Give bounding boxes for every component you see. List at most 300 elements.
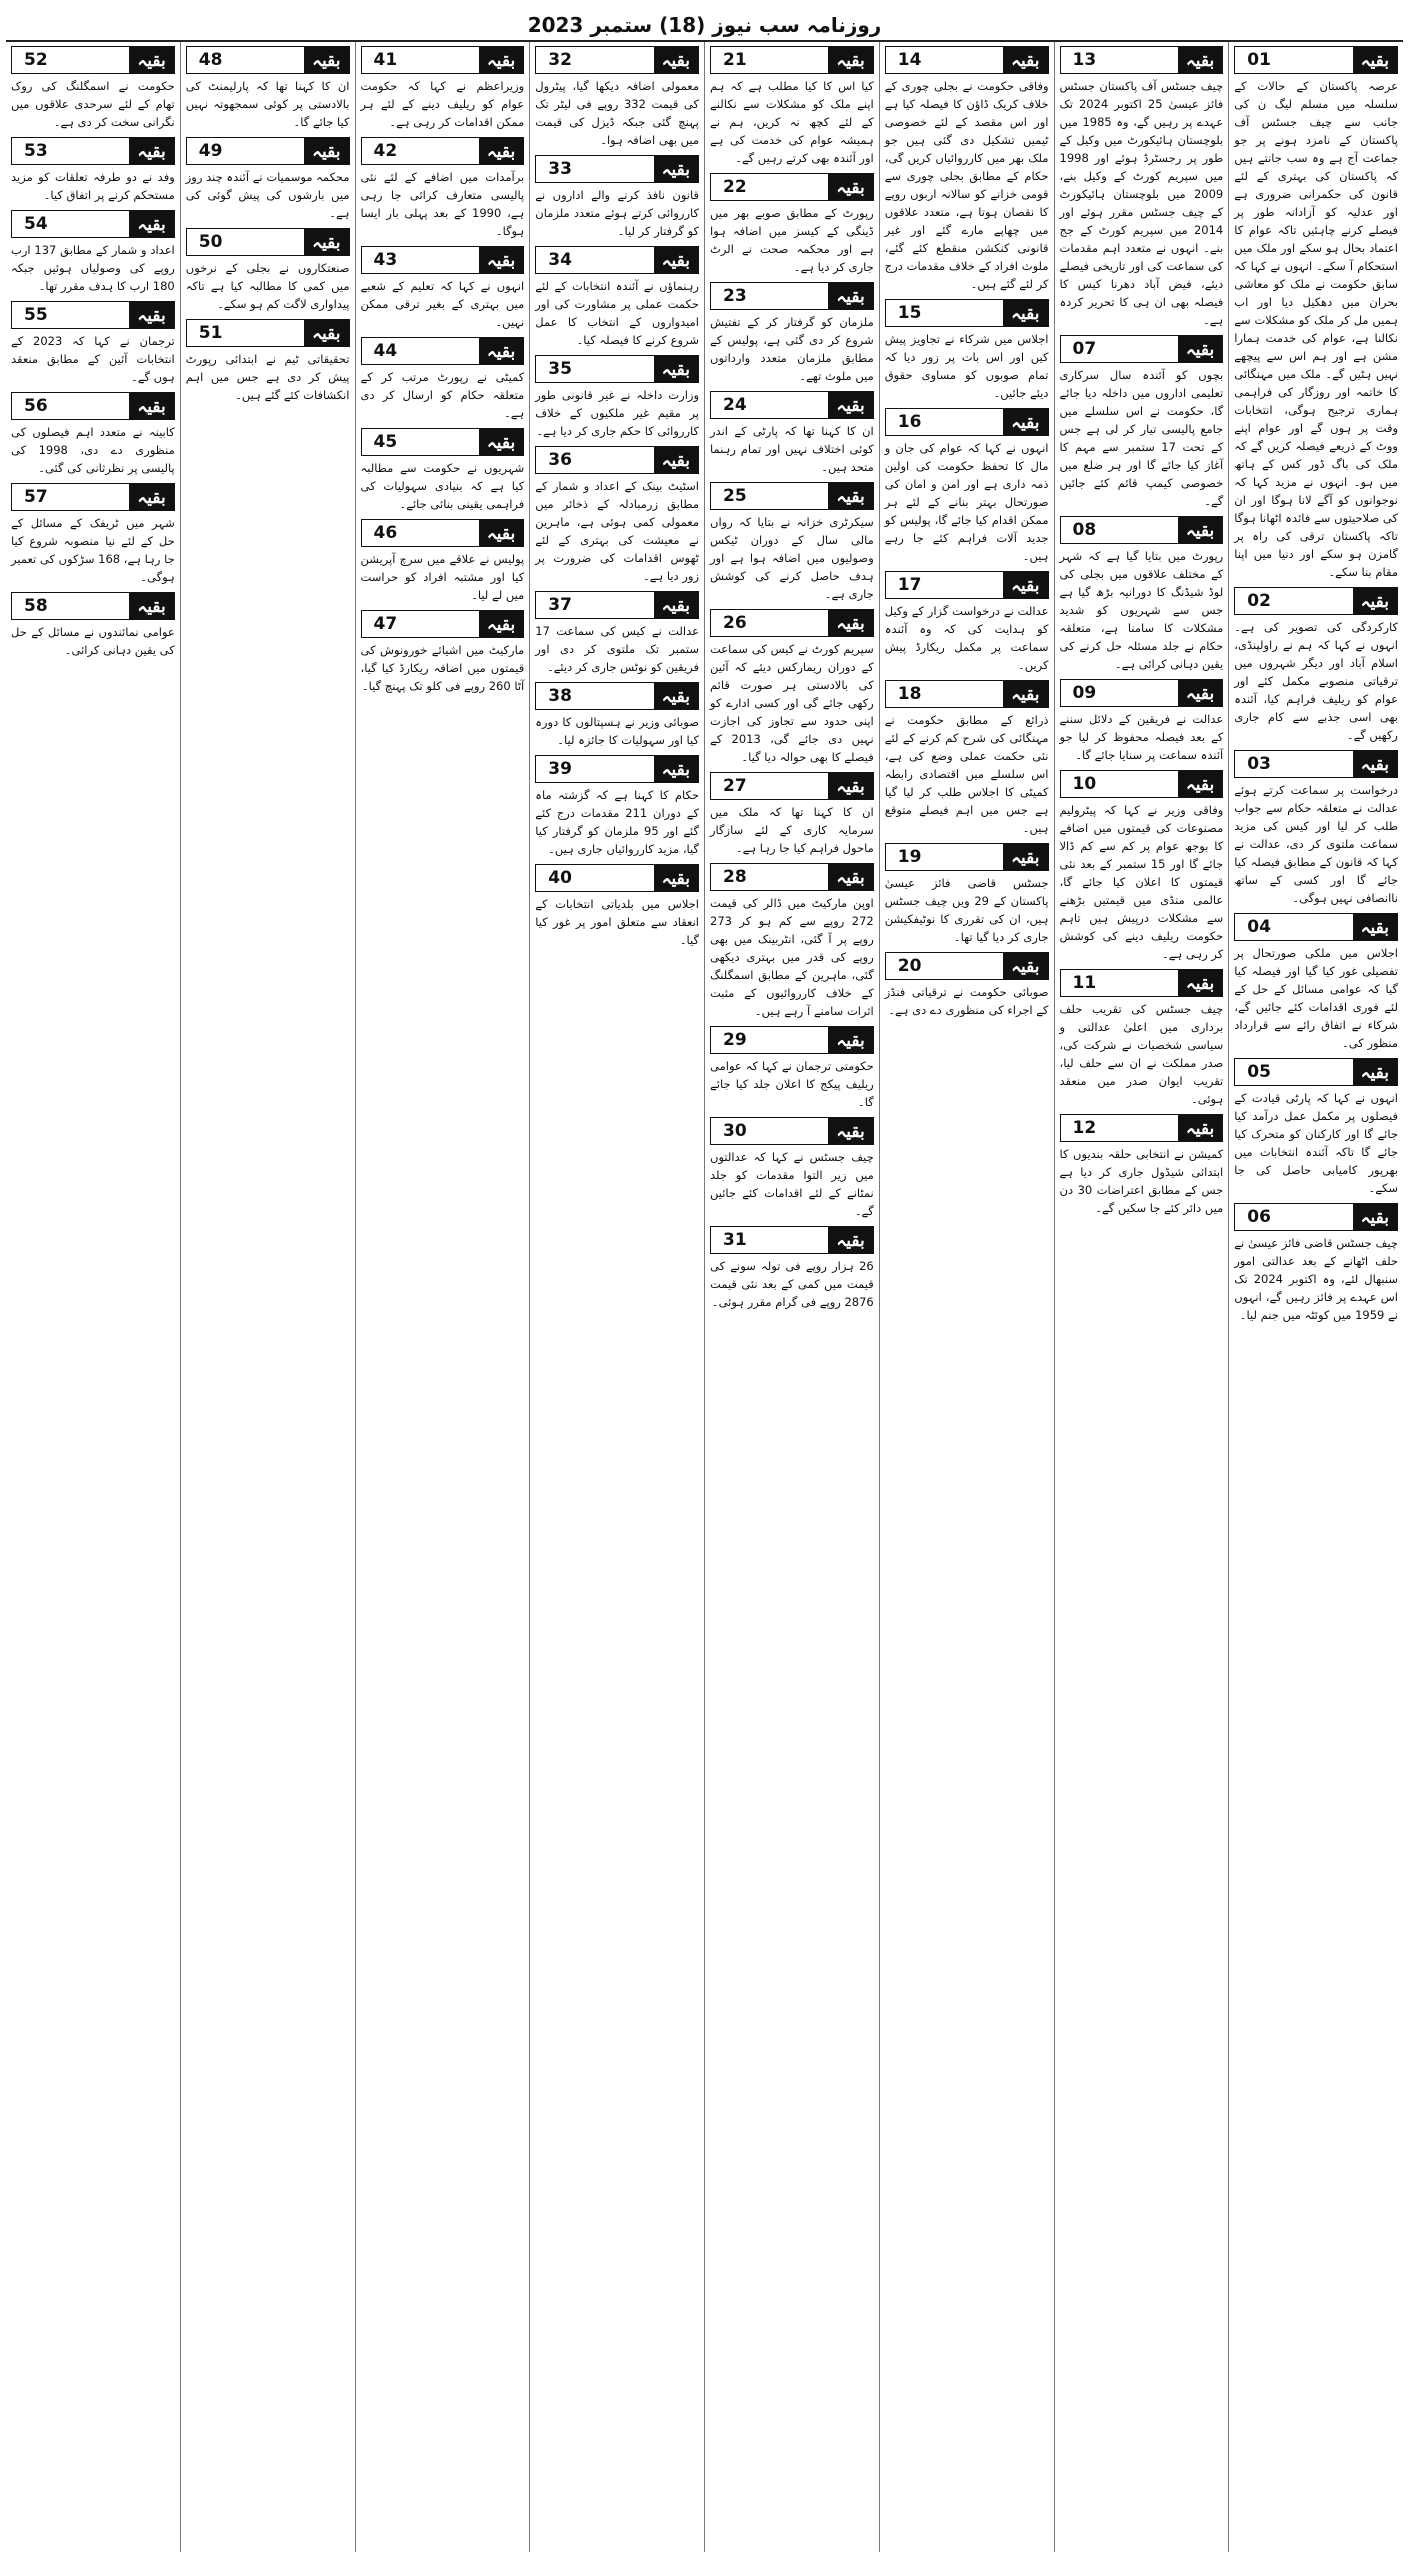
continuation-block <box>361 46 525 131</box>
block-header <box>1234 587 1398 615</box>
block-text: تحقیقاتی ٹیم نے ابتدائی رپورٹ پیش کر دی ہے جس میں اہم انکشافات کئے گئے ہیں۔ <box>185 352 350 402</box>
block-heading-word: بقیہ <box>654 447 698 473</box>
block-text: عدالت نے درخواست گزار کے وکیل کو ہدایت کی کہ وہ آئندہ سماعت پر مکمل ریکارڈ پیش کریں۔ <box>884 604 1049 672</box>
block-number: 04 <box>1247 917 1271 937</box>
block-number: 57 <box>24 487 48 507</box>
block-header <box>11 137 175 165</box>
block-heading-word: بقیہ <box>129 484 173 510</box>
block-heading-word: بقیہ <box>1003 47 1047 73</box>
block-text: صوبائی وزیر نے ہسپتالوں کا دورہ کیا اور سہولیات کا جائزہ لیا۔ <box>535 715 699 747</box>
block-number: 18 <box>897 684 922 704</box>
block-text: وفاقی وزیر نے کہا کہ پیٹرولیم مصنوعات کی قیمتوں میں اضافے کا بوجھ عوام پر کم سے کم ڈالا جائے گا اور 15 ستمبر کے بعد نئی قیمتوں کا اعلان کیا جائے گا، عالمی منڈی میں قیمتیں بڑھنے سے مشکلات درپیش ہیں تاہم حکومت ریلیف دینے کی کوشش کر رہی ہے۔ <box>1059 803 1224 961</box>
block-number: 50 <box>198 232 223 252</box>
block-text: حکومتی ترجمان نے کہا کہ عوامی ریلیف پیکج کا اعلان جلد کیا جائے گا۔ <box>710 1059 874 1109</box>
continuation-block <box>1060 770 1224 963</box>
block-header <box>1234 1203 1398 1231</box>
block-header <box>361 137 525 165</box>
column-3 <box>879 42 1054 2552</box>
block-number: 44 <box>373 341 398 361</box>
continuation-block <box>710 282 874 385</box>
block-number: 52 <box>24 50 48 70</box>
block-text: اجلاس میں ملکی صورتحال پر تفصیلی غور کیا گیا اور فیصلہ کیا گیا کہ عوامی مسائل کے حل کے لئے فوری اقدامات کئے جائیں گے، شرکاء نے اتفاق رائے سے قرارداد منظور کی۔ <box>1234 946 1398 1050</box>
block-header <box>1060 1114 1224 1142</box>
continuation-block <box>11 301 175 386</box>
block-heading-word: بقیہ <box>1003 681 1047 707</box>
continuation-block <box>1234 587 1398 744</box>
block-heading-word: بقیہ <box>828 1118 872 1144</box>
block-heading-word: بقیہ <box>129 593 173 619</box>
block-heading-word: بقیہ <box>479 138 523 164</box>
continuation-block <box>1060 679 1224 764</box>
block-text: اوپن مارکیٹ میں ڈالر کی قیمت 272 روپے سے کم ہو کر 273 روپے پر آ گئی، انٹربینک میں بھی روپے کی قدر میں بہتری دیکھی گئی، ماہرین کے مطابق اسمگلنگ کے خلاف کارروائیوں کے مثبت اثرات سامنے آ رہے ہیں۔ <box>710 896 874 1018</box>
block-text: انہوں نے کہا کہ پارٹی قیادت کے فیصلوں پر مکمل عمل درآمد کیا جائے گا اور کارکنان کو متحرک کیا جائے گا تاکہ آئندہ انتخابات میں بھرپور کامیابی حاصل کی جا سکے۔ <box>1234 1091 1398 1195</box>
block-text: شہریوں نے حکومت سے مطالبہ کیا ہے کہ بنیادی سہولیات کی فراہمی یقینی بنائی جائے۔ <box>360 461 525 511</box>
block-header <box>535 591 699 619</box>
block-number: 06 <box>1247 1207 1271 1227</box>
block-heading-word: بقیہ <box>1003 953 1047 979</box>
block-text: ملزمان کو گرفتار کر کے تفتیش شروع کر دی گئی ہے، پولیس کے مطابق ملزمان متعدد وارداتوں میں ملوث تھے۔ <box>710 315 874 383</box>
block-header <box>710 609 874 637</box>
block-number: 22 <box>723 177 747 197</box>
block-header <box>11 392 175 420</box>
block-text: سپریم کورٹ نے کیس کی سماعت کے دوران ریمارکس دیئے کہ آئین کی بالادستی ہر صورت قائم رکھی جائے گی اور کسی ادارے کو اپنی حدود سے تجاوز کی اجازت نہیں دی جائے گی، 2013 کے فیصلے کا بھی حوالہ دیا گیا۔ <box>710 642 874 764</box>
block-header <box>1234 913 1398 941</box>
continuation-block <box>361 610 525 695</box>
block-header <box>710 1026 874 1054</box>
block-heading-word: بقیہ <box>1178 517 1222 543</box>
block-header <box>710 1226 874 1254</box>
block-header <box>535 446 699 474</box>
block-text: ترجمان نے کہا کہ 2023 کے انتخابات آئین کے مطابق منعقد ہوں گے۔ <box>11 334 175 384</box>
block-header <box>885 299 1049 327</box>
block-header <box>1060 679 1224 707</box>
block-text: درخواست پر سماعت کرتے ہوئے عدالت نے متعلقہ حکام سے جواب طلب کر لیا اور کیس کی مزید سماعت ملتوی کر دی، عدالت نے کہا کہ قانون کے مطابق فیصلہ کیا جائے گا اور کسی کے ساتھ ناانصافی نہیں ہوگی۔ <box>1234 783 1398 905</box>
block-number: 47 <box>373 614 398 634</box>
block-text: سیکرٹری خزانہ نے بتایا کہ رواں مالی سال کے دوران ٹیکس وصولیوں میں اضافہ ہوا ہے اور ہدف حاصل کرنے کی کوشش جاری ہے۔ <box>710 515 874 601</box>
continuation-block <box>710 1117 874 1220</box>
column-1 <box>1228 42 1403 2552</box>
block-heading-word: بقیہ <box>1178 970 1222 996</box>
block-header <box>11 301 175 329</box>
continuation-block <box>1060 969 1224 1108</box>
block-heading-word: بقیہ <box>654 47 698 73</box>
column-6 <box>355 42 530 2552</box>
block-heading-word: بقیہ <box>1353 751 1397 777</box>
block-header <box>1060 770 1224 798</box>
block-header <box>710 391 874 419</box>
block-text: حکام کا کہنا ہے کہ گزشتہ ماہ کے دوران 211 مقدمات درج کئے گئے اور 95 ملزمان کو گرفتار کیا گیا، مزید کارروائیاں جاری ہیں۔ <box>535 788 699 856</box>
block-text: ذرائع کے مطابق حکومت نے مہنگائی کی شرح کم کرنے کے لئے نئی حکمت عملی وضع کی ہے، اس سلسلے میں اقتصادی رابطہ کمیٹی کا اجلاس طلب کر لیا گیا ہے جس میں اہم فیصلے متوقع ہیں۔ <box>884 713 1049 835</box>
continuation-block <box>11 592 175 659</box>
block-heading-word: بقیہ <box>1003 409 1047 435</box>
block-number: 29 <box>723 1030 747 1050</box>
block-text: وفد نے دو طرفہ تعلقات کو مزید مستحکم کرنے پر اتفاق کیا۔ <box>11 170 175 202</box>
block-heading-word: بقیہ <box>1178 1115 1222 1141</box>
block-number: 56 <box>24 396 48 416</box>
continuation-block <box>11 210 175 295</box>
block-header <box>535 155 699 183</box>
block-header <box>535 682 699 710</box>
block-heading-word: بقیہ <box>654 756 698 782</box>
continuation-block <box>1234 1058 1398 1197</box>
block-header <box>710 1117 874 1145</box>
block-number: 16 <box>897 412 922 432</box>
block-number: 35 <box>548 359 572 379</box>
block-number: 45 <box>373 432 398 452</box>
block-heading-word: بقیہ <box>304 229 348 255</box>
block-text: اجلاس میں شرکاء نے تجاویز پیش کیں اور اس بات پر زور دیا کہ تمام صوبوں کو مساوی حقوق دیئے جائیں۔ <box>884 332 1049 400</box>
block-text: چیف جسٹس کی تقریب حلف برداری میں اعلیٰ عدالتی و سیاسی شخصیات نے شرکت کی، صدر مملکت نے ان سے حلف لیا، تقریب ایوان صدر میں منعقد ہوئی۔ <box>1059 1002 1224 1106</box>
block-heading-word: بقیہ <box>479 429 523 455</box>
block-header <box>710 482 874 510</box>
block-text: وفاقی حکومت نے بجلی چوری کے خلاف کریک ڈاؤن کا فیصلہ کیا ہے اور اس مقصد کے لئے خصوصی ٹیمیں تشکیل دی گئی ہیں جو ملک بھر میں کارروائیاں کریں گی، حکام کے مطابق بجلی چوری سے قومی خزانے کو سالانہ اربوں روپے کا نقصان ہوتا ہے، متعدد علاقوں میں چھاپے مارے گئے اور غیر قانونی کنکشن منقطع کئے گئے، ملوث افراد کے خلاف مقدمات درج کر لئے گئے ہیں۔ <box>884 79 1049 291</box>
continuation-block <box>535 864 699 949</box>
block-text: 26 ہزار روپے فی تولہ سونے کی قیمت میں کمی کے بعد نئی قیمت 2876 روپے فی گرام مقرر ہوئی۔ <box>710 1259 874 1309</box>
masthead-title: روزنامہ سب نیوز (18) ستمبر 2023 <box>527 13 882 37</box>
block-text: انہوں نے کہا کہ عوام کی جان و مال کا تحفظ حکومت کی اولین ذمہ داری ہے اور امن و امان کی صورتحال بہتر بنانے کے لئے ہر ممکن اقدام کیا جائے گا، پولیس کو جدید آلات فراہم کئے جا رہے ہیں۔ <box>884 441 1049 563</box>
block-heading-word: بقیہ <box>479 338 523 364</box>
block-heading-word: بقیہ <box>654 356 698 382</box>
continuation-block <box>535 155 699 240</box>
block-heading-word: بقیہ <box>479 611 523 637</box>
continuation-block <box>710 772 874 857</box>
block-text: رہنماؤں نے آئندہ انتخابات کے لئے حکمت عملی پر مشاورت کی اور امیدواروں کے انتخاب کا عمل شروع کرنے کا فیصلہ کیا۔ <box>535 279 699 347</box>
continuation-block <box>361 519 525 604</box>
continuation-block <box>11 137 175 204</box>
block-number: 27 <box>723 776 747 796</box>
block-header <box>11 592 175 620</box>
block-number: 13 <box>1072 50 1097 70</box>
continuation-block <box>885 299 1049 402</box>
continuation-block <box>1060 516 1224 673</box>
block-heading-word: بقیہ <box>304 47 348 73</box>
block-number: 34 <box>548 250 572 270</box>
continuation-block <box>535 355 699 440</box>
block-text: رپورٹ میں بتایا گیا ہے کہ شہر کے مختلف علاقوں میں بجلی کی لوڈ شیڈنگ کا دورانیہ بڑھ گیا ہے جس سے شہریوں کو شدید مشکلات کا سامنا ہے، متعلقہ حکام نے جلد مسئلہ حل کرنے کی یقین دہانی کرائی ہے۔ <box>1059 549 1224 671</box>
block-text: انہوں نے کہا کہ تعلیم کے شعبے میں بہتری کے بغیر ترقی ممکن نہیں۔ <box>360 279 525 329</box>
block-heading-word: بقیہ <box>479 47 523 73</box>
block-number: 21 <box>723 50 747 70</box>
continuation-block <box>885 680 1049 837</box>
block-heading-word: بقیہ <box>1178 47 1222 73</box>
block-text: چیف جسٹس قاضی فائز عیسیٰ نے حلف اٹھانے کے بعد عدالتی امور سنبھال لئے، وہ اکتوبر 2024 تک اس عہدے پر فائز رہیں گے، انہوں نے 1959 میں کوئٹہ میں جنم لیا۔ <box>1234 1236 1399 1322</box>
block-number: 01 <box>1247 50 1271 70</box>
block-number: 39 <box>548 759 572 779</box>
block-header <box>11 483 175 511</box>
block-header <box>535 755 699 783</box>
block-heading-word: بقیہ <box>129 47 173 73</box>
continuation-block <box>710 1226 874 1311</box>
block-text: بچوں کو آئندہ سال سرکاری تعلیمی اداروں میں داخلہ دیا جائے گا، حکومت نے اس سلسلے میں جامع پالیسی تیار کر لی ہے جس کے تحت 17 ستمبر سے مہم کا آغاز کیا جائے گا اور ہر ضلع میں خصوصی کیمپ قائم کئے جائیں گے۔ <box>1059 368 1224 508</box>
block-header <box>1060 969 1224 997</box>
columns-container <box>6 42 1403 2552</box>
continuation-block <box>710 863 874 1020</box>
block-heading-word: بقیہ <box>828 392 872 418</box>
block-number: 07 <box>1072 339 1097 359</box>
continuation-block <box>885 952 1049 1019</box>
block-header <box>361 337 525 365</box>
block-text: وزارت داخلہ نے غیر قانونی طور پر مقیم غیر ملکیوں کے خلاف کارروائی کا حکم جاری کر دیا ہے۔ <box>535 388 699 438</box>
continuation-block <box>535 46 699 149</box>
continuation-block <box>885 408 1049 565</box>
block-text: قانون نافذ کرنے والے اداروں نے کارروائی کرتے ہوئے متعدد ملزمان کو گرفتار کر لیا۔ <box>535 188 699 238</box>
block-heading-word: بقیہ <box>1003 844 1047 870</box>
block-number: 25 <box>723 486 747 506</box>
block-header <box>710 282 874 310</box>
block-header <box>1234 46 1398 74</box>
block-heading-word: بقیہ <box>828 483 872 509</box>
block-header <box>1060 335 1224 363</box>
continuation-block <box>11 483 175 586</box>
block-header <box>11 46 175 74</box>
block-number: 11 <box>1072 973 1097 993</box>
block-number: 20 <box>897 956 922 976</box>
continuation-block <box>186 46 350 131</box>
block-text: کارکردگی کی تصویر کی ہے۔ انہوں نے کہا کہ ہم نے راولپنڈی، اسلام آباد اور دیگر شہروں میں ترقیاتی منصوبے مکمل کئے اور عوام کو ریلیف فراہم کیا، آئندہ بھی اسی جذبے سے کام جاری رکھیں گے۔ <box>1234 620 1398 742</box>
block-text: برآمدات میں اضافے کے لئے نئی پالیسی متعارف کرائی جا رہی ہے، 1990 کے بعد پہلی بار ایسا ہوگا۔ <box>360 170 525 238</box>
column-4 <box>704 42 879 2552</box>
block-header <box>361 46 525 74</box>
continuation-block <box>1060 46 1224 329</box>
block-heading-word: بقیہ <box>828 174 872 200</box>
block-number: 24 <box>723 395 747 415</box>
block-text: چیف جسٹس نے کہا کہ عدالتوں میں زیر التوا مقدمات کو جلد نمٹانے کے لئے اقدامات کئے جائیں گے۔ <box>710 1150 874 1218</box>
block-header <box>535 246 699 274</box>
block-text: شہر میں ٹریفک کے مسائل کے حل کے لئے نیا منصوبہ شروع کیا جا رہا ہے، 168 سڑکوں کی تعمیر ہوگی۔ <box>11 516 175 584</box>
block-heading-word: بقیہ <box>129 393 173 419</box>
block-heading-word: بقیہ <box>828 610 872 636</box>
block-header <box>885 408 1049 436</box>
continuation-block <box>1234 1203 1398 1324</box>
block-number: 58 <box>24 596 48 616</box>
block-heading-word: بقیہ <box>1178 336 1222 362</box>
block-text: ان کا کہنا تھا کہ ملک میں سرمایہ کاری کے لئے سازگار ماحول فراہم کیا جا رہا ہے۔ <box>710 805 874 855</box>
block-header <box>885 680 1049 708</box>
continuation-block <box>361 337 525 422</box>
block-heading-word: بقیہ <box>304 320 348 346</box>
block-number: 46 <box>373 523 398 543</box>
block-header <box>885 843 1049 871</box>
block-heading-word: بقیہ <box>828 864 872 890</box>
block-header <box>885 952 1049 980</box>
block-header <box>1234 1058 1398 1086</box>
block-number: 14 <box>897 50 922 70</box>
continuation-block <box>885 571 1049 674</box>
block-text: اجلاس میں بلدیاتی انتخابات کے انعقاد سے متعلق امور پر غور کیا گیا۔ <box>535 897 699 947</box>
block-text: کابینہ نے متعدد اہم فیصلوں کی منظوری دے دی، 1998 کی پالیسی پر نظرثانی کی گئی۔ <box>11 425 175 475</box>
continuation-block <box>710 173 874 276</box>
block-header <box>361 519 525 547</box>
block-heading-word: بقیہ <box>1003 572 1047 598</box>
block-heading-word: بقیہ <box>129 211 173 237</box>
block-number: 54 <box>24 214 48 234</box>
continuation-block <box>361 246 525 331</box>
block-header <box>1234 750 1398 778</box>
continuation-block <box>186 228 350 313</box>
block-number: 10 <box>1072 774 1097 794</box>
continuation-block <box>361 428 525 513</box>
block-text: معمولی اضافہ دیکھا گیا، پیٹرول کی قیمت 332 روپے فی لیٹر تک پہنچ گئی جبکہ ڈیزل کی قیمت میں بھی اضافہ ہوا۔ <box>535 79 699 147</box>
block-header <box>11 210 175 238</box>
continuation-block <box>186 319 350 404</box>
block-number: 15 <box>897 303 922 323</box>
block-heading-word: بقیہ <box>129 138 173 164</box>
block-header <box>186 137 350 165</box>
continuation-block <box>535 246 699 349</box>
block-text: عدالت نے فریقین کے دلائل سننے کے بعد فیصلہ محفوظ کر لیا جو آئندہ سماعت پر سنایا جائے گا۔ <box>1059 712 1224 762</box>
block-heading-word: بقیہ <box>828 1227 872 1253</box>
continuation-block <box>710 391 874 476</box>
block-number: 30 <box>723 1121 747 1141</box>
block-text: اسٹیٹ بینک کے اعداد و شمار کے مطابق زرمبادلہ کے ذخائر میں معمولی کمی ہوئی ہے، ماہرین نے معیشت کی بہتری کے لئے ٹھوس اقدامات کی ضرورت پر زور دیا ہے۔ <box>535 479 699 583</box>
block-number: 09 <box>1072 683 1097 703</box>
block-text: عدالت نے کیس کی سماعت 17 ستمبر تک ملتوی کر دی اور فریقین کو نوٹس جاری کر دیئے۔ <box>535 624 699 674</box>
block-number: 17 <box>897 575 922 595</box>
continuation-block <box>361 137 525 240</box>
continuation-block <box>186 137 350 222</box>
block-header <box>535 46 699 74</box>
block-header <box>361 246 525 274</box>
block-number: 33 <box>548 159 572 179</box>
block-heading-word: بقیہ <box>828 47 872 73</box>
block-text: ان کا کہنا تھا کہ پارٹی کے اندر کوئی اختلاف نہیں اور تمام رہنما متحد ہیں۔ <box>710 424 874 474</box>
masthead <box>6 10 1403 42</box>
block-heading-word: بقیہ <box>654 865 698 891</box>
block-heading-word: بقیہ <box>1178 680 1222 706</box>
block-header <box>710 46 874 74</box>
block-heading-word: بقیہ <box>654 683 698 709</box>
block-number: 28 <box>723 867 747 887</box>
block-number: 51 <box>198 323 223 343</box>
block-heading-word: بقیہ <box>479 520 523 546</box>
block-number: 40 <box>548 868 572 888</box>
continuation-block <box>535 755 699 858</box>
continuation-block <box>710 609 874 766</box>
block-text: حکومت نے اسمگلنگ کی روک تھام کے لئے سرحدی علاقوں میں نگرانی سخت کر دی ہے۔ <box>11 79 175 129</box>
block-header <box>535 864 699 892</box>
block-number: 49 <box>198 141 223 161</box>
block-number: 31 <box>723 1230 747 1250</box>
block-header <box>186 319 350 347</box>
block-header <box>1060 516 1224 544</box>
continuation-block <box>1234 46 1398 581</box>
block-heading-word: بقیہ <box>1353 1204 1397 1230</box>
block-header <box>361 610 525 638</box>
block-header <box>710 772 874 800</box>
block-number: 12 <box>1072 1118 1097 1138</box>
continuation-block <box>535 591 699 676</box>
block-text: صوبائی حکومت نے ترقیاتی فنڈز کے اجراء کی منظوری دے دی ہے۔ <box>884 985 1049 1017</box>
column-5 <box>529 42 704 2552</box>
block-text: کمیٹی نے رپورٹ مرتب کر کے متعلقہ حکام کو ارسال کر دی ہے۔ <box>360 370 525 420</box>
block-text: محکمہ موسمیات نے آئندہ چند روز میں بارشوں کی پیش گوئی کی ہے۔ <box>185 170 350 220</box>
block-number: 32 <box>548 50 572 70</box>
block-text: کیا اس کا کیا مطلب ہے کہ ہم اپنے ملک کو مشکلات سے نکالنے کے لئے کچھ نہ کریں، ہم نے ہمیشہ عوام کی خدمت کی ہے اور آئندہ بھی کرتے رہیں گے۔ <box>710 79 874 165</box>
block-number: 38 <box>548 686 572 706</box>
block-heading-word: بقیہ <box>129 302 173 328</box>
block-number: 36 <box>548 450 572 470</box>
block-text: عوامی نمائندوں نے مسائل کے حل کی یقین دہانی کرائی۔ <box>11 625 175 657</box>
block-number: 37 <box>548 595 572 615</box>
block-heading-word: بقیہ <box>1353 588 1397 614</box>
block-heading-word: بقیہ <box>1353 914 1397 940</box>
block-heading-word: بقیہ <box>828 773 872 799</box>
block-text: جسٹس قاضی فائز عیسیٰ پاکستان کے 29 ویں چیف جسٹس ہیں، ان کی تقرری کا نوٹیفکیشن جاری کر دیا گیا تھا۔ <box>884 876 1049 944</box>
block-header <box>186 46 350 74</box>
block-heading-word: بقیہ <box>828 1027 872 1053</box>
block-number: 19 <box>897 847 922 867</box>
block-number: 48 <box>198 50 223 70</box>
column-8 <box>6 42 180 2552</box>
block-text: صنعتکاروں نے بجلی کے نرخوں میں کمی کا مطالبہ کیا ہے تاکہ پیداواری لاگت کم ہو سکے۔ <box>185 261 350 311</box>
column-7 <box>180 42 355 2552</box>
block-number: 41 <box>373 50 398 70</box>
block-heading-word: بقیہ <box>1353 1059 1397 1085</box>
block-heading-word: بقیہ <box>1353 47 1397 73</box>
block-text: ان کا کہنا تھا کہ پارلیمنٹ کی بالادستی پر کوئی سمجھوتہ نہیں کیا جائے گا۔ <box>185 79 350 129</box>
continuation-block <box>710 482 874 603</box>
block-number: 42 <box>373 141 398 161</box>
block-header <box>1060 46 1224 74</box>
block-heading-word: بقیہ <box>654 247 698 273</box>
block-number: 05 <box>1247 1062 1271 1082</box>
continuation-block <box>885 46 1049 293</box>
block-text: وزیراعظم نے کہا کہ حکومت عوام کو ریلیف دینے کے لئے ہر ممکن اقدامات کر رہی ہے۔ <box>360 79 525 129</box>
continuation-block <box>885 843 1049 946</box>
block-number: 03 <box>1247 754 1271 774</box>
continuation-block <box>11 46 175 131</box>
continuation-block <box>710 1026 874 1111</box>
block-heading-word: بقیہ <box>304 138 348 164</box>
block-number: 53 <box>24 141 48 161</box>
block-heading-word: بقیہ <box>654 592 698 618</box>
block-header <box>710 863 874 891</box>
block-heading-word: بقیہ <box>479 247 523 273</box>
block-heading-word: بقیہ <box>1003 300 1047 326</box>
continuation-block <box>1060 1114 1224 1217</box>
block-text: کمیشن نے انتخابی حلقہ بندیوں کا ابتدائی شیڈول جاری کر دیا ہے جس کے مطابق اعتراضات 30 دن میں دائر کئے جا سکیں گے۔ <box>1059 1147 1224 1215</box>
block-number: 43 <box>373 250 398 270</box>
continuation-block <box>11 392 175 477</box>
block-header <box>885 571 1049 599</box>
block-text: چیف جسٹس آف پاکستان جسٹس فائز عیسیٰ 25 اکتوبر 2024 تک عہدے پر رہیں گے، وہ 1985 میں بلوچستان ہائیکورٹ میں وکیل کے طور پر رجسٹرڈ ہوئے اور 1998 میں سپریم کورٹ کے وکیل بنے، 2009 میں بلوچستان ہائیکورٹ کے چیف جسٹس مقرر ہوئے اور 2014 میں سپریم کورٹ کے جج بنے۔ انہوں نے متعدد اہم مقدمات کی سماعت کی اور تاریخی فیصلے دیئے، فیض آباد دھرنا کیس کا فیصلہ بھی ان ہی کا تحریر کردہ ہے۔ <box>1059 79 1224 327</box>
continuation-block <box>710 46 874 167</box>
block-text: عرصہ پاکستان کے حالات کے سلسلہ میں مسلم لیگ ن کی جانب سے چیف جسٹس آف پاکستان کے نامزد ہونے پر جو جماعت آج ہے وہ سب جانتے ہیں کہ پاکستان کی بہتری کے لئے قانون کی حکمرانی ضروری ہے اور عدلیہ کو آزادانہ طور پر فیصلے کرنے چاہئیں تاکہ عوام کا اعتماد بحال ہو سکے اور ملک میں استحکام آ سکے۔ انہوں نے کہا کہ سابق حکومت نے ملک کو معاشی بحران میں دھکیل دیا اور اب ہمیں مل کر ملک کو مشکلات سے نکالنا ہے، عوام کی خدمت ہمارا مشن ہے اور ہم اس سے پیچھے نہیں ہٹیں گے۔ ملک میں مہنگائی کا خاتمہ اور روزگار کی فراہمی ہماری ترجیح ہوگی، انتخابات وقت پر ہوں گے اور عوام اپنے ووٹ کے ذریعے فیصلہ کریں گے کہ ملک کی باگ ڈور کس کے ہاتھ میں ہو۔ انہوں نے مزید کہا کہ نوجوانوں کو آگے لانا ہوگا اور ان کی صلاحیتوں سے فائدہ اٹھانا ہوگا تاکہ پاکستان ترقی کی راہ پر گامزن ہو سکے اور دنیا میں اپنا مقام بنا سکے۔ <box>1234 79 1398 579</box>
block-heading-word: بقیہ <box>828 283 872 309</box>
block-number: 26 <box>723 613 747 633</box>
block-header <box>361 428 525 456</box>
block-header <box>535 355 699 383</box>
block-number: 02 <box>1247 591 1271 611</box>
continuation-block <box>1234 750 1398 907</box>
block-header <box>186 228 350 256</box>
block-heading-word: بقیہ <box>654 156 698 182</box>
block-text: پولیس نے علاقے میں سرچ آپریشن کیا اور مشتبہ افراد کو حراست میں لے لیا۔ <box>360 552 525 602</box>
block-text: مارکیٹ میں اشیائے خورونوش کی قیمتوں میں اضافہ ریکارڈ کیا گیا، آٹا 260 روپے فی کلو تک پہنچ گیا۔ <box>360 643 525 693</box>
continuation-block <box>535 446 699 585</box>
continuation-block <box>1234 913 1398 1052</box>
continuation-block <box>1060 335 1224 510</box>
block-header <box>710 173 874 201</box>
block-text: اعداد و شمار کے مطابق 137 ارب روپے کی وصولیاں ہوئیں جبکہ 180 ارب کا ہدف مقرر تھا۔ <box>11 243 175 293</box>
block-heading-word: بقیہ <box>1178 771 1222 797</box>
continuation-block <box>535 682 699 749</box>
block-header <box>885 46 1049 74</box>
block-text: رپورٹ کے مطابق صوبے بھر میں ڈینگی کے کیسز میں اضافہ ہوا ہے اور محکمہ صحت نے الرٹ جاری کر دیا ہے۔ <box>710 206 874 274</box>
block-number: 23 <box>723 286 747 306</box>
column-2 <box>1054 42 1229 2552</box>
block-number: 55 <box>24 305 48 325</box>
